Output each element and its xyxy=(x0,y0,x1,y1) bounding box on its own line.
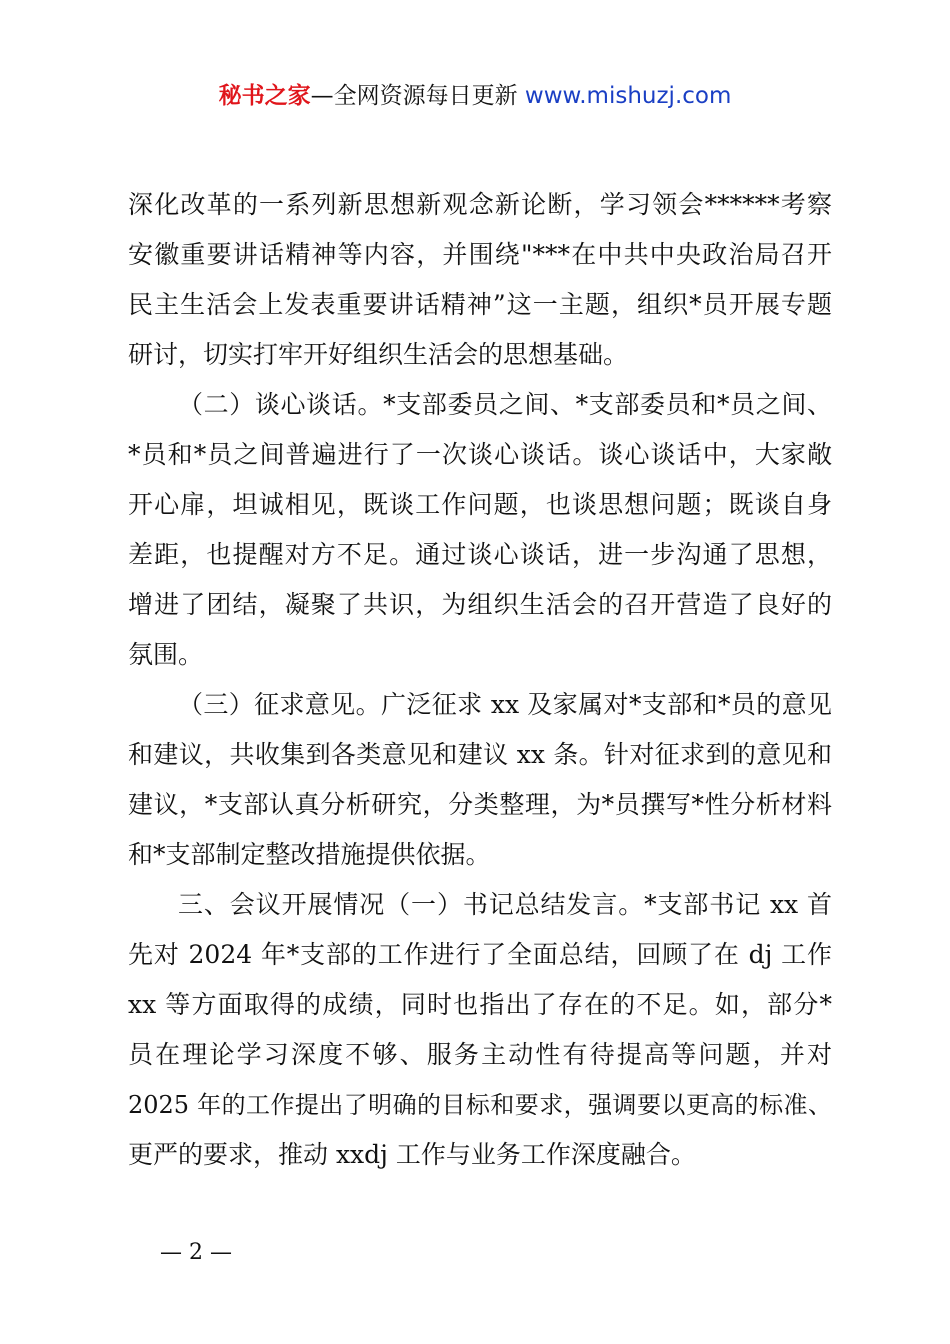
paragraph-meeting-progress xyxy=(128,883,832,1183)
site-banner xyxy=(0,80,950,112)
text-line: *员和*员之间普遍进行了一次谈心谈话。谈心谈话中，大家敞 xyxy=(128,440,832,469)
text-line: 和*支部制定整改措施提供依据。 xyxy=(128,840,491,869)
text-line: （三）征求意见。广泛征求 xx 及家属对*支部和*员的意见 xyxy=(178,690,832,719)
page-number: — 2 — xyxy=(160,1240,232,1265)
brand-name: 秘书之家 xyxy=(218,83,311,109)
text-line: 先对 2024 年*支部的工作进行了全面总结，回顾了在 dj 工作 xyxy=(128,940,832,969)
text-line: 深化改革的一系列新思想新观念新论断，学习领会******考察 xyxy=(128,190,832,219)
banner-url[interactable]: www.mishuzj.com xyxy=(524,83,732,109)
text-line: 安徽重要讲话精神等内容，并围绕"***在中共中央政治局召开 xyxy=(128,240,832,269)
text-line: 2025 年的工作提出了明确的目标和要求，强调要以更高的标准、 xyxy=(128,1091,832,1119)
text-line: 员在理论学习深度不够、服务主动性有待提高等问题，并对 xyxy=(128,1040,832,1069)
text-line: 建议，*支部认真分析研究，分类整理，为*员撰写*性分析材料 xyxy=(128,790,832,819)
document-body xyxy=(128,183,832,1183)
paragraph-continuation xyxy=(128,183,832,383)
text-line: 差距，也提醒对方不足。通过谈心谈话，进一步沟通了思想， xyxy=(128,540,832,569)
text-line: （二）谈心谈话。*支部委员之间、*支部委员和*员之间、 xyxy=(178,390,832,419)
paragraph-solicit-opinions xyxy=(128,683,832,883)
text-line: 氛围。 xyxy=(128,640,204,669)
text-line: 民主生活会上发表重要讲话精神”这一主题，组织*员开展专题 xyxy=(128,290,832,319)
paragraph-heart-to-heart-talk xyxy=(128,383,832,683)
text-line: xx 等方面取得的成绩，同时也指出了存在的不足。如，部分* xyxy=(128,990,832,1019)
text-line: 更严的要求，推动 xxdj 工作与业务工作深度融合。 xyxy=(128,1140,696,1169)
text-line: 研讨，切实打牢开好组织生活会的思想基础。 xyxy=(128,340,629,369)
text-line: 开心扉，坦诚相见，既谈工作问题，也谈思想问题；既谈自身 xyxy=(128,490,832,519)
text-line: 三、会议开展情况（一）书记总结发言。*支部书记 xx 首 xyxy=(178,890,832,919)
banner-slogan: —全网资源每日更新 xyxy=(310,83,525,109)
text-line: 增进了团结，凝聚了共识，为组织生活会的召开营造了良好的 xyxy=(128,590,832,619)
text-line: 和建议，共收集到各类意见和建议 xx 条。针对征求到的意见和 xyxy=(128,740,832,769)
